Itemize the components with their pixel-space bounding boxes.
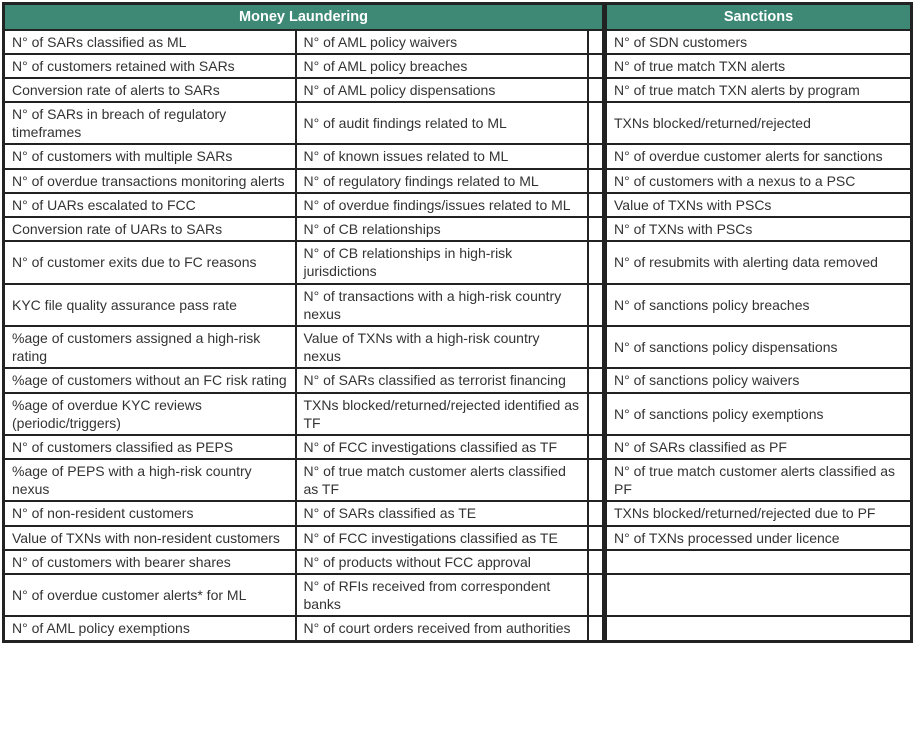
ml-metric-cell: N° of RFIs received from correspondent banks xyxy=(296,574,588,616)
spacer-cell xyxy=(588,30,605,54)
ml-metric-cell: N° of AML policy waivers xyxy=(296,30,588,54)
sanctions-metric-cell: N° of resubmits with alerting data removed xyxy=(605,241,912,283)
spacer-cell xyxy=(588,193,605,217)
sanctions-metric-cell: N° of sanctions policy waivers xyxy=(605,368,912,392)
ml-metric-cell: Value of TXNs with non-resident customers xyxy=(4,526,296,550)
ml-metric-cell: N° of customers classified as PEPS xyxy=(4,435,296,459)
ml-metric-cell: N° of products without FCC approval xyxy=(296,550,588,574)
ml-metric-cell: N° of regulatory findings related to ML xyxy=(296,169,588,193)
spacer-cell xyxy=(588,144,605,168)
ml-metric-cell: N° of customers with multiple SARs xyxy=(4,144,296,168)
spacer-cell xyxy=(588,501,605,525)
ml-metric-cell: N° of FCC investigations classified as TF xyxy=(296,435,588,459)
spacer-cell xyxy=(588,526,605,550)
sanctions-metric-cell: N° of SARs classified as PF xyxy=(605,435,912,459)
ml-metric-cell: N° of overdue transactions monitoring alerts xyxy=(4,169,296,193)
sanctions-metric-cell: N° of overdue customer alerts for sanctions xyxy=(605,144,912,168)
ml-metric-cell: N° of SARs classified as ML xyxy=(4,30,296,54)
table-row xyxy=(4,435,912,459)
ml-metric-cell: %age of customers without an FC risk rating xyxy=(4,368,296,392)
spacer-cell xyxy=(588,102,605,144)
table-row xyxy=(4,54,912,78)
sanctions-metric-cell: Value of TXNs with PSCs xyxy=(605,193,912,217)
sanctions-metric-cell: TXNs blocked/returned/rejected due to PF xyxy=(605,501,912,525)
ml-metric-cell: Conversion rate of alerts to SARs xyxy=(4,78,296,102)
ml-metric-cell: N° of court orders received from authorities xyxy=(296,616,588,641)
ml-metric-cell: N° of AML policy breaches xyxy=(296,54,588,78)
ml-metric-cell: N° of SARs classified as terrorist financing xyxy=(296,368,588,392)
table-row xyxy=(4,102,912,144)
spacer-cell xyxy=(588,616,605,641)
sanctions-metric-cell: N° of true match TXN alerts xyxy=(605,54,912,78)
sanctions-metric-cell: N° of sanctions policy breaches xyxy=(605,284,912,326)
table-row xyxy=(4,78,912,102)
ml-metric-cell: N° of customer exits due to FC reasons xyxy=(4,241,296,283)
table-row xyxy=(4,574,912,616)
table-row xyxy=(4,393,912,435)
table-row xyxy=(4,526,912,550)
ml-metric-cell: Value of TXNs with a high-risk country nexus xyxy=(296,326,588,368)
sanctions-metric-cell: N° of SDN customers xyxy=(605,30,912,54)
ml-metric-cell: N° of AML policy exemptions xyxy=(4,616,296,641)
ml-metric-cell: N° of SARs in breach of regulatory timeframes xyxy=(4,102,296,144)
sanctions-metric-cell: TXNs blocked/returned/rejected xyxy=(605,102,912,144)
table-row xyxy=(4,169,912,193)
ml-metric-cell: N° of FCC investigations classified as TE xyxy=(296,526,588,550)
table-row xyxy=(4,217,912,241)
ml-metric-cell: N° of customers with bearer shares xyxy=(4,550,296,574)
sanctions-metric-cell: N° of TXNs with PSCs xyxy=(605,217,912,241)
ml-metric-cell: KYC file quality assurance pass rate xyxy=(4,284,296,326)
sanctions-metric-cell xyxy=(605,616,912,641)
spacer-cell xyxy=(588,169,605,193)
spacer-cell xyxy=(588,459,605,501)
ml-metric-cell: N° of overdue findings/issues related to ML xyxy=(296,193,588,217)
spacer-cell xyxy=(588,550,605,574)
spacer-cell xyxy=(588,284,605,326)
ml-metric-cell: N° of AML policy dispensations xyxy=(296,78,588,102)
sanctions-metric-cell: N° of true match TXN alerts by program xyxy=(605,78,912,102)
ml-metric-cell: N° of non-resident customers xyxy=(4,501,296,525)
ml-metric-cell: N° of transactions with a high-risk country nexus xyxy=(296,284,588,326)
ml-metric-cell: N° of overdue customer alerts* for ML xyxy=(4,574,296,616)
table-row xyxy=(4,241,912,283)
header-row xyxy=(4,4,912,30)
ml-metric-cell: N° of true match customer alerts classified as TF xyxy=(296,459,588,501)
spacer-cell xyxy=(588,78,605,102)
sanctions-metric-cell: N° of true match customer alerts classified as PF xyxy=(605,459,912,501)
ml-metric-cell: N° of audit findings related to ML xyxy=(296,102,588,144)
table-row xyxy=(4,459,912,501)
ml-metric-cell: N° of CB relationships in high-risk jurisdictions xyxy=(296,241,588,283)
spacer-cell xyxy=(588,326,605,368)
spacer-cell xyxy=(588,435,605,459)
ml-metric-cell: %age of overdue KYC reviews (periodic/triggers) xyxy=(4,393,296,435)
fcc-metrics-table xyxy=(2,2,913,643)
table-row xyxy=(4,193,912,217)
table-row xyxy=(4,326,912,368)
table-row xyxy=(4,30,912,54)
table-row xyxy=(4,501,912,525)
sanctions-header: Sanctions xyxy=(605,4,912,30)
spacer-cell xyxy=(588,217,605,241)
table-row xyxy=(4,144,912,168)
table-row xyxy=(4,550,912,574)
spacer-cell xyxy=(588,393,605,435)
spacer-cell xyxy=(588,54,605,78)
sanctions-metric-cell xyxy=(605,574,912,616)
sanctions-metric-cell xyxy=(605,550,912,574)
ml-metric-cell: Conversion rate of UARs to SARs xyxy=(4,217,296,241)
money-laundering-header: Money Laundering xyxy=(4,4,605,30)
spacer-cell xyxy=(588,368,605,392)
ml-metric-cell: N° of CB relationships xyxy=(296,217,588,241)
spacer-cell xyxy=(588,241,605,283)
ml-metric-cell: N° of customers retained with SARs xyxy=(4,54,296,78)
table-row xyxy=(4,368,912,392)
ml-metric-cell: N° of UARs escalated to FCC xyxy=(4,193,296,217)
ml-metric-cell: %age of PEPS with a high-risk country nexus xyxy=(4,459,296,501)
spacer-cell xyxy=(588,574,605,616)
table-row xyxy=(4,616,912,641)
ml-metric-cell: N° of known issues related to ML xyxy=(296,144,588,168)
sanctions-metric-cell: N° of sanctions policy exemptions xyxy=(605,393,912,435)
ml-metric-cell: TXNs blocked/returned/rejected identified as TF xyxy=(296,393,588,435)
sanctions-metric-cell: N° of TXNs processed under licence xyxy=(605,526,912,550)
sanctions-metric-cell: N° of customers with a nexus to a PSC xyxy=(605,169,912,193)
sanctions-metric-cell: N° of sanctions policy dispensations xyxy=(605,326,912,368)
ml-metric-cell: N° of SARs classified as TE xyxy=(296,501,588,525)
table-row xyxy=(4,284,912,326)
ml-metric-cell: %age of customers assigned a high-risk rating xyxy=(4,326,296,368)
